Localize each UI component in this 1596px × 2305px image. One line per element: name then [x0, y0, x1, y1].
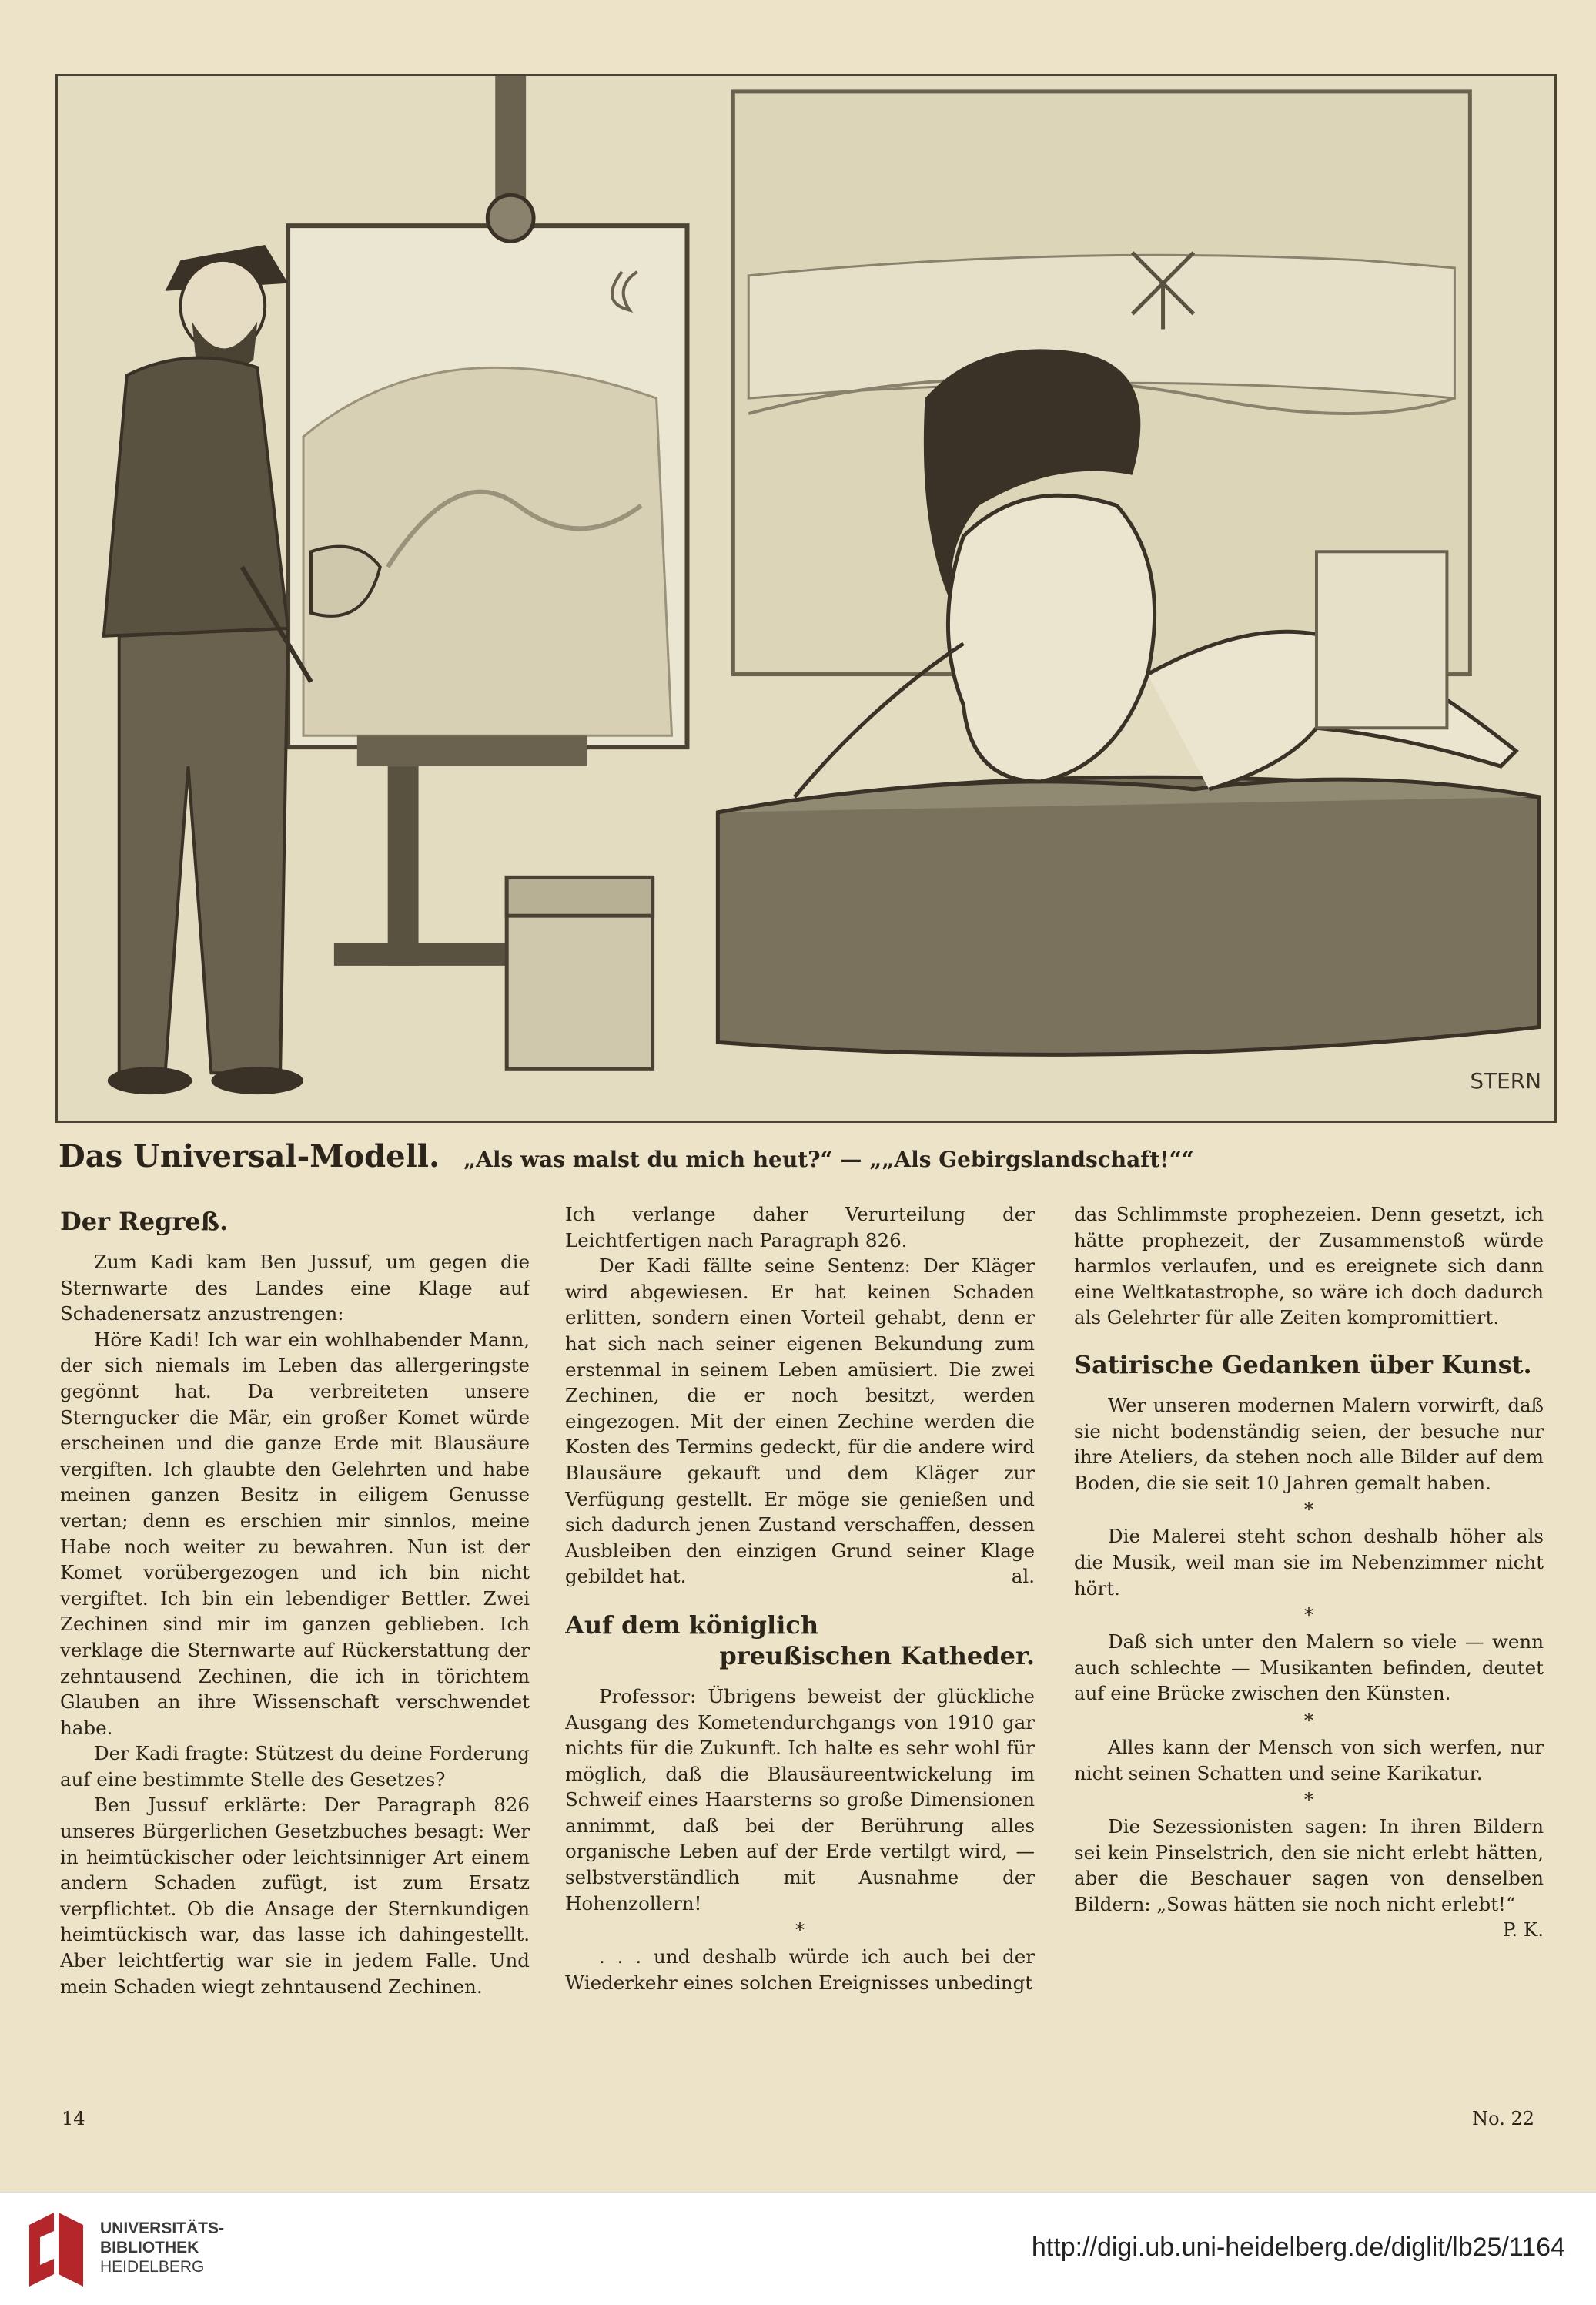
paragraph-text: Der Kadi fällte seine Sentenz: Der Kläger wird abgewiesen. Er hat keinen Schaden erlitten, sondern einen Vorteil gehabt, denn er hat sich nach seiner eigenen Bekundung zum erstenmal in seinem Leben amüsiert. Die zwei Zechinen, die er noch besitzt, werden eingezogen. Mit der einen Zechine werden die Kosten des Termins gedeckt, für die andere wird Blausäure gekauft und dem Kläger zur Verfügung gestellt. Er möge sie genießen und sich dadurch jenen Zustand verschaffen, dessen Ausbleiben den einzigen Grund seiner Klage gebildet hat.	[565, 1255, 1035, 1588]
institution-line: HEIDELBERG	[100, 2258, 205, 2276]
paragraph: Zum Kadi kam Ben Jussuf, um gegen die Sternwarte des Landes eine Klage auf Schadenersatz anzustrengen:	[60, 1251, 530, 1325]
issue-number: No. 22	[1472, 2108, 1534, 2129]
column-2	[565, 1201, 1035, 2102]
caption-quote: „Als was malst du mich heut?“ — „„Als Gebirgslandschaft!““	[463, 1147, 1194, 1172]
author-signature: al.	[1011, 1565, 1035, 1588]
paragraph: Höre Kadi! Ich war ein wohlhabender Mann, der sich niemals im Leben das allergeringste gegönnt hat. Da verbreiteten unsere Sterngucker die Mär, ein großer Komet würde erscheinen und die ganze Erde mit Blausäure vergiften. Ich glaubte den Gelehrten und habe meinen ganzen Besitz in eiligem Genusse vertan; denn es erschien mir sinnlos, meine Habe noch weiter zu bewahren. Nun ist der Komet vorübergezogen und ich bin nicht vergiftet. Ich bin ein lebendiger Bettler. Zwei Zechinen sind mir im ganzen geblieben. Ich verklage die Sternwarte auf Rückerstattung der zehntausend Zechinen, die ich in törichtem Glauben an ihre Wissenschaft verschwendet habe.	[60, 1328, 530, 1739]
article-heading	[565, 1610, 1035, 1671]
separator-star: *	[1303, 1603, 1314, 1627]
permalink-url[interactable]: http://digi.ub.uni-heidelberg.de/diglit/lb25/1164	[1031, 2233, 1565, 2262]
paragraph: das Schlimmste prophezeien. Denn gesetzt, ich hätte prophezeit, der Zusammenstoß würde harmlos verlaufen, und es ereignete sich dann eine Weltkatastrophe, so wäre ich doch dadurch als Gelehrter für alle Zeiten kompromittiert.	[1074, 1203, 1544, 1329]
illustration	[55, 74, 1557, 1123]
paragraph-text: Die Sezessionisten sagen: In ihren Bildern sei kein Pinselstrich, den sie nicht erlebt hätten, aber die Beschauer sagen von denselben Bildern: „Sowas hätten sie noch nicht erlebt!“	[1074, 1815, 1544, 1915]
paragraph: Alles kann der Mensch von sich werfen, nur nicht seinen Schatten und seine Karikatur.	[1074, 1735, 1544, 1784]
paragraph: Ben Jussuf erklärte: Der Paragraph 826 unseres Bürgerlichen Gesetzbuches besagt: Wer in heimtückischer oder leichtsinniger Art einem andern Schaden zufügt, ist zum Ersatz verpflichtet. Ob die Ansage der Sternkundigen heimtückisch war, das lasse ich dahingestellt. Aber leichtfertig war sie in jedem Falle. Und mein Schaden wiegt zehntausend Zechinen.	[60, 1794, 530, 1998]
paragraph	[565, 1253, 1035, 1590]
caption	[59, 1138, 1560, 1184]
paragraph: Die Malerei steht schon deshalb höher als die Musik, weil man sie im Nebenzimmer nicht hört.	[1074, 1525, 1544, 1600]
separator-star: *	[1303, 1708, 1314, 1731]
author-signature: P. K.	[1502, 1918, 1544, 1941]
institution-name	[100, 2219, 224, 2277]
heading-line: Auf dem königlich	[565, 1610, 819, 1640]
caption-title: Das Universal-Modell.	[59, 1138, 440, 1174]
heading-line: preußischen Katheder.	[719, 1640, 1035, 1670]
paragraph	[1074, 1814, 1544, 1941]
university-logo-icon	[22, 2210, 91, 2290]
illustration-signature: STERN	[1470, 1068, 1541, 1094]
paragraph: Daß sich unter den Malern so viele — wenn auch schlechte — Musikanten befinden, deutet auf eine Brücke zwischen den Künsten.	[1074, 1630, 1544, 1705]
cartoon-drawing	[58, 76, 1554, 1121]
viewer-footer	[0, 2192, 1596, 2305]
separator-star: *	[795, 1918, 805, 1941]
page-number: 14	[62, 2108, 85, 2129]
separator-star: *	[1303, 1788, 1314, 1811]
column-3	[1074, 1201, 1544, 2102]
paragraph: Wer unseren modernen Malern vorwirft, daß sie nicht bodenständig seien, der besuche nur ihre Ateliers, da stehen noch alle Bilder auf dem Boden, die sie seit 10 Jahren gemalt haben.	[1074, 1393, 1544, 1494]
separator-star: *	[1303, 1498, 1314, 1521]
article-heading: Der Regreß.	[60, 1207, 229, 1236]
paragraph: Professor: Übrigens beweist der glückliche Ausgang des Kometendurchgangs von 1910 gar nichts für die Zukunft. Ich halte es sehr wohl für möglich, daß die Blausäureentwickelung im Schweif eines Haarsterns so große Dimensionen annimmt, daß bei der Berührung alles organische Leben auf der Erde vertilgt wird, — selbstverständlich mit Ausnahme der Hohenzollern!	[565, 1684, 1035, 1915]
paragraph: Der Kadi fragte: Stützest du deine Forderung auf eine bestimmte Stelle des Gesetzes?	[60, 1742, 530, 1791]
institution-line: UNIVERSITÄTS-	[100, 2220, 225, 2237]
paragraph: . . . und deshalb würde ich auch bei der Wiederkehr eines solchen Ereignisses unbedingt	[565, 1945, 1035, 1994]
paragraph: Ich verlange daher Verurteilung der Leichtfertigen nach Paragraph 826.	[565, 1203, 1035, 1251]
article-heading: Satirische Gedanken über Kunst.	[1074, 1349, 1532, 1379]
column-1	[60, 1201, 530, 2102]
institution-line: BIBLIOTHEK	[100, 2239, 199, 2256]
